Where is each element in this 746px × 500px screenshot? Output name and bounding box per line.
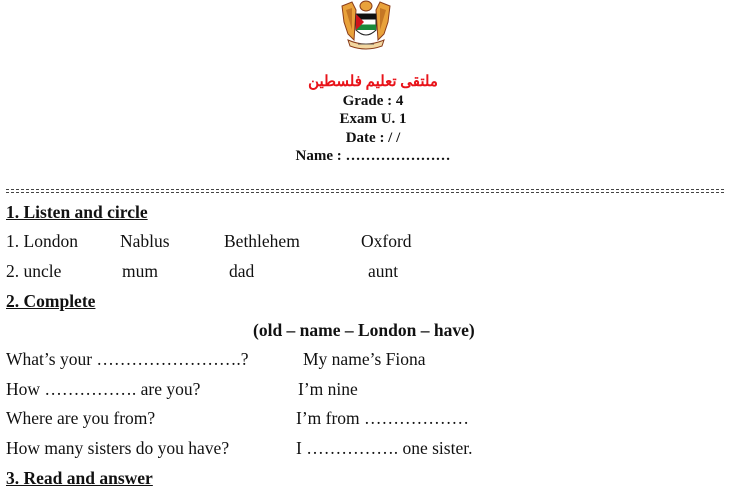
header-divider [6, 188, 724, 195]
complete-answer: I’m nine [298, 379, 358, 399]
listen-item: Oxford [361, 231, 412, 251]
complete-question: How many sisters do you have? [6, 438, 230, 458]
complete-answer: My name’s Fiona [303, 349, 426, 369]
school-title-arabic: ملتقى تعليم فلسطين [308, 74, 438, 90]
complete-question: Where are you from? [6, 408, 156, 428]
listen-item: 2. uncle [6, 261, 62, 281]
grade-label: Grade : 4 [342, 93, 404, 109]
date-label: Date : / / [345, 130, 401, 146]
complete-answer: I’m from ……………… [296, 408, 470, 428]
section3-title: 3. Read and answer [6, 468, 153, 488]
complete-question: What’s your …………………….? [6, 349, 249, 369]
listen-item: mum [122, 261, 158, 281]
listen-item: Nablus [120, 231, 170, 251]
section2-title: 2. Complete [6, 291, 96, 311]
word-bank: (old – name – London – have) [253, 320, 475, 340]
name-label: Name : ………………… [295, 148, 451, 164]
listen-item: Bethlehem [224, 231, 300, 251]
emblem-logo [338, 0, 394, 50]
complete-question: How ……………. are you? [6, 379, 201, 399]
exam-label: Exam U. 1 [339, 111, 407, 127]
listen-item: 1. London [6, 231, 78, 251]
listen-item: aunt [368, 261, 399, 281]
complete-answer: I ……………. one sister. [296, 438, 473, 458]
listen-item: dad [229, 261, 255, 281]
section1-title: 1. Listen and circle [6, 202, 148, 222]
